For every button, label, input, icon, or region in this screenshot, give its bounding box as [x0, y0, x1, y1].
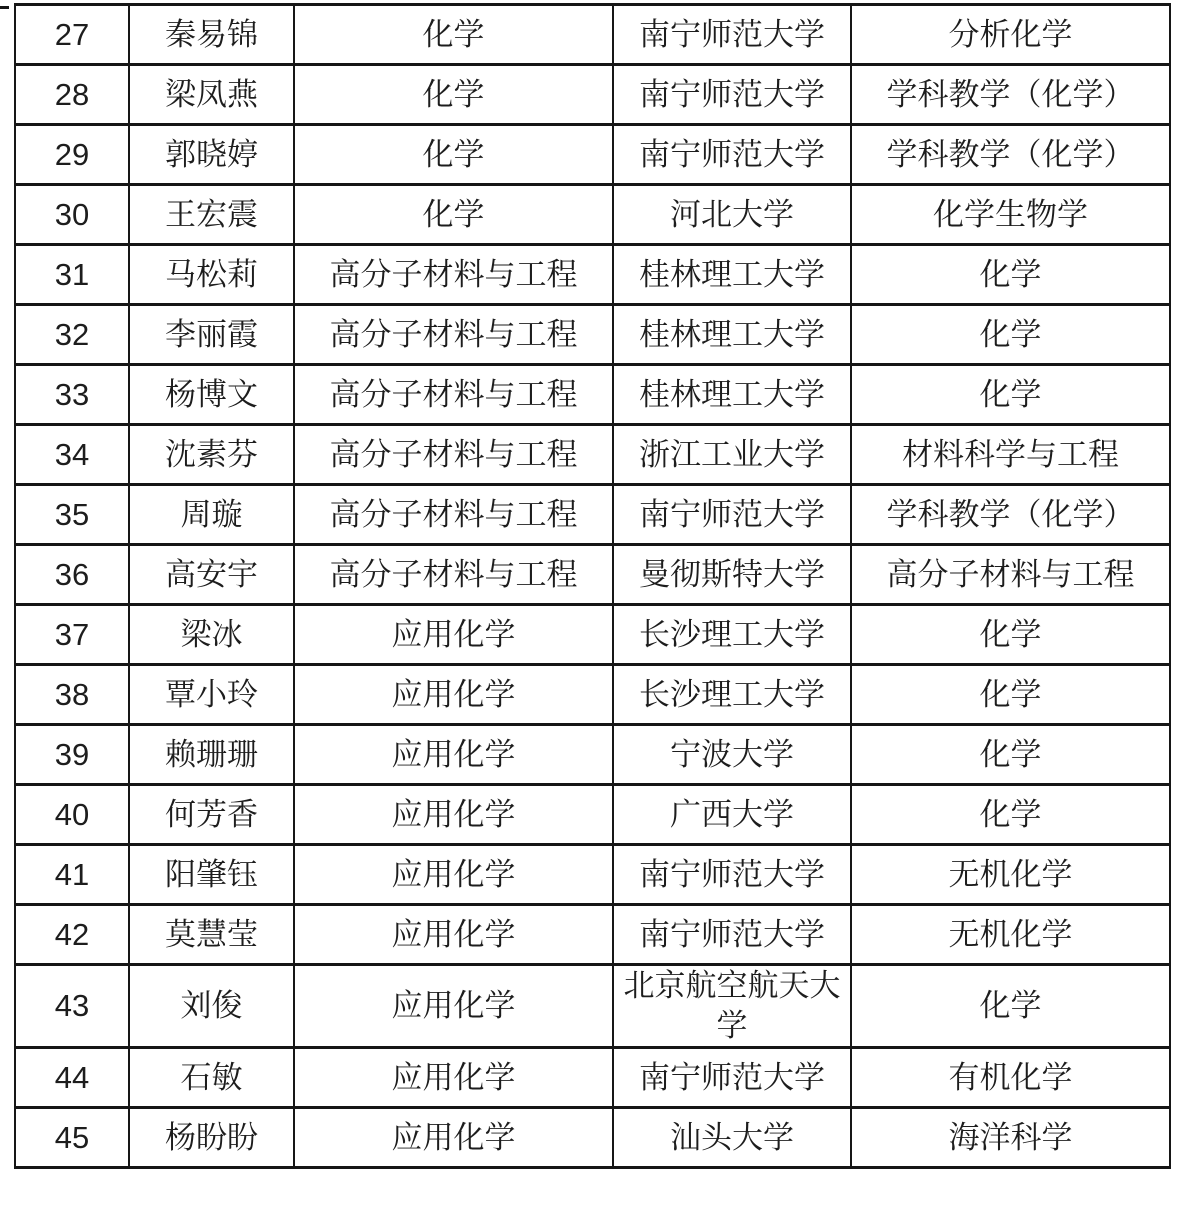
cell-major: 高分子材料与工程: [294, 545, 613, 605]
admissions-table: [14, 3, 1171, 1169]
cell-program: 化学: [851, 665, 1170, 725]
cell-name: 何芳香: [129, 785, 294, 845]
cell-name: 高安宇: [129, 545, 294, 605]
cell-no: 36: [15, 545, 129, 605]
cell-no: 31: [15, 245, 129, 305]
cell-name: 梁冰: [129, 605, 294, 665]
cell-university: 浙江工业大学: [613, 425, 851, 485]
cell-no: 29: [15, 125, 129, 185]
cell-no: 44: [15, 1048, 129, 1108]
table-row: [15, 1108, 1170, 1168]
cell-name: 阳肇钰: [129, 845, 294, 905]
cell-name: 莫慧莹: [129, 905, 294, 965]
cell-program: 化学: [851, 365, 1170, 425]
table-row: [15, 605, 1170, 665]
cell-major: 高分子材料与工程: [294, 365, 613, 425]
admissions-table-body: [15, 5, 1170, 1168]
cell-no: 41: [15, 845, 129, 905]
cell-program: 学科教学（化学）: [851, 125, 1170, 185]
cell-name: 马松莉: [129, 245, 294, 305]
cell-name: 王宏震: [129, 185, 294, 245]
cell-no: 28: [15, 65, 129, 125]
cell-name: 杨博文: [129, 365, 294, 425]
table-row: [15, 245, 1170, 305]
cell-university: 长沙理工大学: [613, 665, 851, 725]
cell-name: 周璇: [129, 485, 294, 545]
cell-university: 南宁师范大学: [613, 65, 851, 125]
cell-university: 南宁师范大学: [613, 905, 851, 965]
cell-university: 桂林理工大学: [613, 305, 851, 365]
cell-university: 河北大学: [613, 185, 851, 245]
cell-no: 37: [15, 605, 129, 665]
table-row: [15, 365, 1170, 425]
table-row: [15, 665, 1170, 725]
cell-no: 32: [15, 305, 129, 365]
cell-university: 桂林理工大学: [613, 365, 851, 425]
cell-no: 40: [15, 785, 129, 845]
cell-major: 应用化学: [294, 725, 613, 785]
cell-major: 高分子材料与工程: [294, 485, 613, 545]
cell-university: 北京航空航天大学: [613, 965, 851, 1048]
cell-no: 43: [15, 965, 129, 1048]
cell-major: 化学: [294, 5, 613, 65]
cell-major: 应用化学: [294, 1048, 613, 1108]
cell-no: 35: [15, 485, 129, 545]
cell-program: 有机化学: [851, 1048, 1170, 1108]
cell-university: 长沙理工大学: [613, 605, 851, 665]
table-row: [15, 125, 1170, 185]
cell-major: 化学: [294, 185, 613, 245]
cell-no: 30: [15, 185, 129, 245]
table-row: [15, 5, 1170, 65]
cell-university: 宁波大学: [613, 725, 851, 785]
cell-program: 化学生物学: [851, 185, 1170, 245]
cell-name: 赖珊珊: [129, 725, 294, 785]
cell-program: 分析化学: [851, 5, 1170, 65]
table-row: [15, 1048, 1170, 1108]
table-row: [15, 905, 1170, 965]
cell-university: 南宁师范大学: [613, 5, 851, 65]
table-row: [15, 425, 1170, 485]
cell-program: 化学: [851, 305, 1170, 365]
cell-program: 化学: [851, 605, 1170, 665]
cell-major: 高分子材料与工程: [294, 305, 613, 365]
cell-no: 45: [15, 1108, 129, 1168]
cell-program: 无机化学: [851, 905, 1170, 965]
table-row: [15, 845, 1170, 905]
cell-university: 曼彻斯特大学: [613, 545, 851, 605]
cell-no: 42: [15, 905, 129, 965]
cell-name: 李丽霞: [129, 305, 294, 365]
cell-program: 化学: [851, 725, 1170, 785]
cell-program: 材料科学与工程: [851, 425, 1170, 485]
cell-program: 高分子材料与工程: [851, 545, 1170, 605]
cell-program: 海洋科学: [851, 1108, 1170, 1168]
cell-program: 学科教学（化学）: [851, 485, 1170, 545]
cell-program: 化学: [851, 965, 1170, 1048]
cell-university: 汕头大学: [613, 1108, 851, 1168]
cell-university: 桂林理工大学: [613, 245, 851, 305]
cell-name: 刘俊: [129, 965, 294, 1048]
cell-university: 南宁师范大学: [613, 125, 851, 185]
cell-university: 南宁师范大学: [613, 845, 851, 905]
cell-name: 梁凤燕: [129, 65, 294, 125]
cell-major: 应用化学: [294, 965, 613, 1048]
cell-major: 应用化学: [294, 785, 613, 845]
cell-major: 应用化学: [294, 665, 613, 725]
cell-no: 27: [15, 5, 129, 65]
cell-major: 高分子材料与工程: [294, 245, 613, 305]
cell-name: 杨盼盼: [129, 1108, 294, 1168]
cell-name: 覃小玲: [129, 665, 294, 725]
cell-major: 应用化学: [294, 905, 613, 965]
cell-program: 学科教学（化学）: [851, 65, 1170, 125]
cell-no: 38: [15, 665, 129, 725]
cell-university: 南宁师范大学: [613, 485, 851, 545]
table-row: [15, 785, 1170, 845]
cell-program: 化学: [851, 785, 1170, 845]
cell-major: 应用化学: [294, 845, 613, 905]
table-row: [15, 485, 1170, 545]
cell-program: 化学: [851, 245, 1170, 305]
cell-name: 沈素芬: [129, 425, 294, 485]
cell-name: 石敏: [129, 1048, 294, 1108]
table-row: [15, 725, 1170, 785]
crop-edge-artifact: [0, 6, 9, 9]
cell-major: 高分子材料与工程: [294, 425, 613, 485]
table-row: [15, 305, 1170, 365]
cell-no: 39: [15, 725, 129, 785]
cell-name: 郭晓婷: [129, 125, 294, 185]
cell-major: 化学: [294, 125, 613, 185]
cell-university: 南宁师范大学: [613, 1048, 851, 1108]
cell-program: 无机化学: [851, 845, 1170, 905]
cell-no: 33: [15, 365, 129, 425]
cell-no: 34: [15, 425, 129, 485]
table-row: [15, 65, 1170, 125]
table-row: [15, 965, 1170, 1048]
table-row: [15, 545, 1170, 605]
cell-major: 应用化学: [294, 1108, 613, 1168]
cell-university: 广西大学: [613, 785, 851, 845]
table-row: [15, 185, 1170, 245]
cell-major: 化学: [294, 65, 613, 125]
cell-major: 应用化学: [294, 605, 613, 665]
cell-name: 秦易锦: [129, 5, 294, 65]
